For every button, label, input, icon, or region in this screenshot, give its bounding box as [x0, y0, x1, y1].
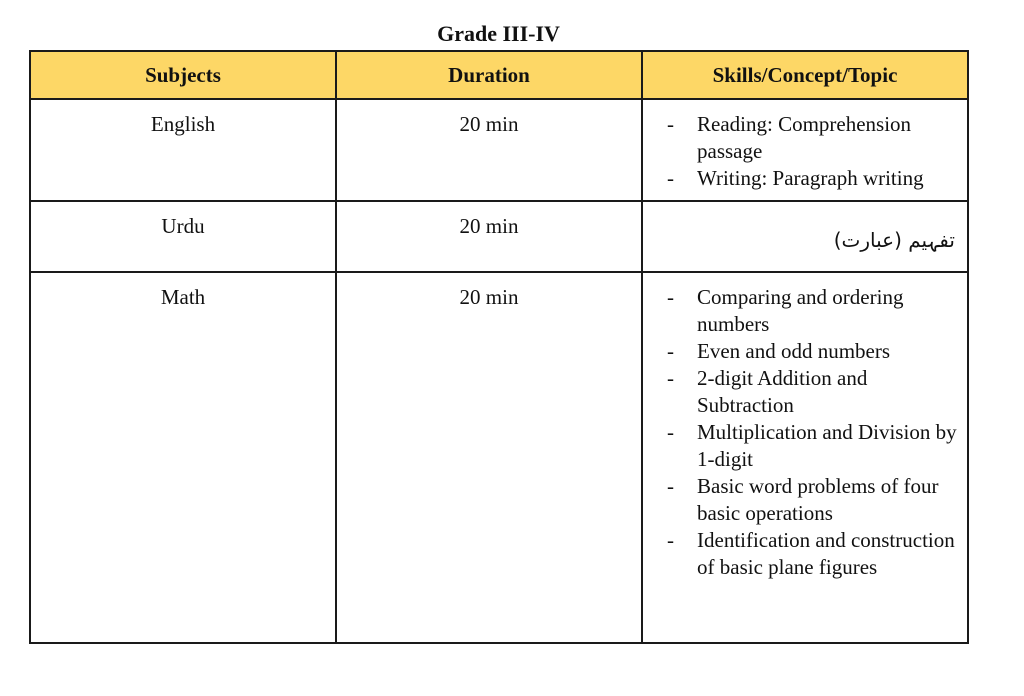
duration-cell: 20 min	[336, 272, 642, 643]
topic-text: Basic word problems of four basic operations	[697, 474, 939, 525]
list-item	[667, 419, 959, 473]
topics-cell	[642, 272, 968, 643]
table-row	[30, 201, 968, 272]
list-item	[667, 111, 959, 165]
header-duration: Duration	[336, 51, 642, 99]
topic-text: Reading: Comprehension passage	[697, 112, 912, 163]
header-subjects: Subjects	[30, 51, 336, 99]
list-item	[667, 338, 959, 365]
topic-text: Comparing and ordering numbers	[697, 285, 904, 336]
topic-list	[667, 284, 959, 581]
topic-list	[667, 111, 959, 192]
duration-cell: 20 min	[336, 201, 642, 272]
bullet-dash: -	[667, 366, 674, 390]
table-row	[30, 99, 968, 201]
page-title: Grade III-IV	[437, 21, 560, 46]
list-item	[667, 284, 959, 338]
topic-text: Identification and construction of basic plane figures	[697, 528, 955, 579]
subject-cell: Math	[30, 272, 336, 643]
bullet-dash: -	[667, 420, 674, 444]
topic-text: Writing: Paragraph writing	[697, 166, 924, 190]
list-item	[667, 165, 959, 192]
schedule-table	[29, 50, 969, 644]
list-item	[667, 365, 959, 419]
bullet-dash: -	[667, 166, 674, 190]
urdu-topic-text: تفہیم (عبارت)	[833, 228, 955, 252]
topic-text: 2-digit Addition and Subtraction	[697, 366, 868, 417]
list-item	[667, 473, 959, 527]
topic-text: Multiplication and Division by 1-digit	[697, 420, 957, 471]
topic-text: Even and odd numbers	[697, 339, 891, 363]
header-skills-concept-topic: Skills/Concept/Topic	[642, 51, 968, 99]
bullet-dash: -	[667, 528, 674, 552]
bullet-dash: -	[667, 285, 674, 309]
topics-cell	[642, 99, 968, 201]
bullet-dash: -	[667, 339, 674, 363]
duration-cell: 20 min	[336, 99, 642, 201]
bullet-dash: -	[667, 474, 674, 498]
topics-cell	[642, 201, 968, 272]
table-row	[30, 272, 968, 643]
subject-cell: English	[30, 99, 336, 201]
bullet-dash: -	[667, 112, 674, 136]
subject-cell: Urdu	[30, 201, 336, 272]
list-item	[667, 527, 959, 581]
table-header-row	[30, 51, 968, 99]
